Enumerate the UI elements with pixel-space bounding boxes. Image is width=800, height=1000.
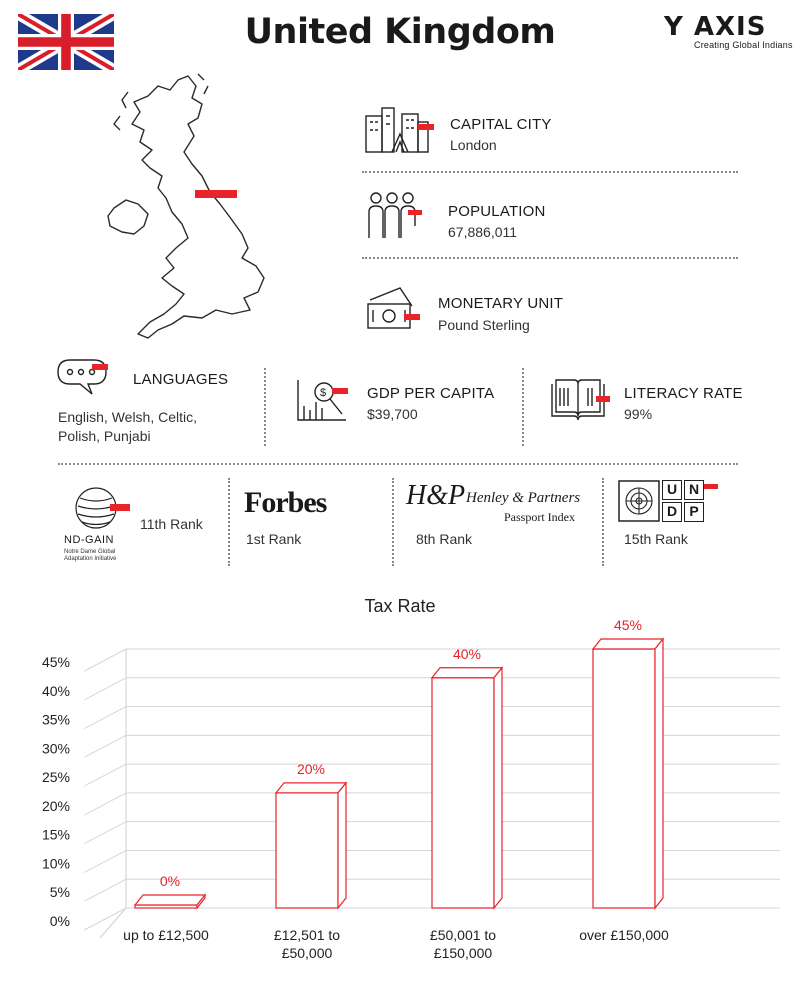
bar-value-label: 20% [296,760,326,777]
brand-name: Y AXIS [664,12,767,42]
gdp-chart-icon [294,376,352,426]
languages-label: LANGUAGES [133,371,229,388]
ranking-ndgain[interactable] [60,480,220,570]
divider [58,463,738,465]
bar-top [593,639,663,649]
y-tick-label: 30% [41,740,70,757]
divider [392,478,394,566]
bar [593,649,655,908]
gdp-value: $39,700 [367,406,418,422]
languages-value-line2: Polish, Punjabi [58,428,151,444]
tax-rate-chart [0,600,800,1000]
uk-map-icon [92,72,272,347]
divider [264,368,266,446]
x-tick-label: £50,000 [281,945,333,961]
y-tick-label: 10% [41,855,70,872]
divider [362,171,738,173]
forbes-logo: Forbes [244,486,327,519]
x-tick-label: over £150,000 [579,927,669,943]
ranking-henley[interactable] [406,480,596,560]
speech-bubble-icon [54,356,110,402]
bar [432,678,494,908]
y-tick-label: 15% [41,826,70,843]
bar-top [135,895,205,905]
money-icon [364,282,422,332]
gridline-perspective [84,822,126,844]
y-tick-label: 25% [41,769,70,786]
page-title: United Kingdom [244,12,556,52]
undp-letter-d: D [662,502,682,522]
undp-letter-p: P [684,502,704,522]
undp-letter-n: N [684,480,704,500]
capital-label: CAPITAL CITY [450,116,552,133]
y-tick-label: 0% [49,913,70,929]
ndgain-logo-icon [70,484,130,532]
y-tick-label: 35% [41,711,70,728]
bar-value-label: 45% [613,617,643,633]
divider [228,478,230,566]
gridline-perspective [84,707,126,729]
gridline-perspective [84,793,126,815]
bar [276,793,338,908]
chart-title: Tax Rate [364,596,436,616]
divider [362,257,738,259]
x-tick-label: £50,001 to [429,927,497,943]
chart-floor-edge [100,908,126,938]
henley-rank: 8th Rank [416,531,473,547]
undp-rank: 15th Rank [624,531,688,547]
ndgain-name: ND-GAIN [64,534,114,546]
y-tick-label: 40% [41,682,70,699]
bar-top [432,668,502,678]
capital-value: London [450,137,497,153]
henley-logo: H&P [406,480,466,511]
henley-sub: Passport Index [504,510,575,524]
ranking-forbes[interactable] [244,480,384,560]
open-book-icon [548,376,610,422]
brand-logo[interactable] [664,12,794,50]
gridline-perspective [84,908,126,930]
y-tick-label: 20% [41,797,70,814]
bar-value-label: 40% [452,645,482,662]
bar-side [655,639,663,908]
gridline-perspective [84,735,126,757]
ranking-undp[interactable] [618,478,738,558]
monetary-label: MONETARY UNIT [438,295,564,312]
undp-letter-u: U [662,480,682,500]
un-emblem-icon [618,480,660,522]
gridline-perspective [84,678,126,700]
x-tick-label: £12,501 to [273,927,341,943]
monetary-value: Pound Sterling [438,317,530,333]
bar-side [494,668,502,908]
ndgain-sub-line2: Adaptation Initiative [64,556,117,562]
population-label: POPULATION [448,203,546,220]
y-tick-label: 45% [41,654,70,670]
bar-top [276,783,346,793]
literacy-value: 99% [624,406,653,422]
people-icon [364,190,422,242]
gridline-perspective [84,879,126,901]
gridline-perspective [84,764,126,786]
divider [522,368,524,446]
gridline-perspective [84,649,126,671]
x-tick-label: up to £12,500 [123,927,209,943]
gridline-perspective [84,850,126,872]
undp-accent [704,484,718,489]
population-value: 67,886,011 [448,224,518,240]
bar-value-label: 0% [159,873,181,889]
languages-value-line1: English, Welsh, Celtic, [58,409,198,425]
svg-text:$: $ [320,387,327,399]
city-buildings-icon [362,104,434,156]
divider [602,478,604,566]
forbes-rank: 1st Rank [246,531,302,547]
y-tick-label: 5% [49,884,70,901]
henley-name: Henley & Partners [466,490,581,506]
bar-side [338,783,346,908]
literacy-label: LITERACY RATE [624,385,743,402]
ndgain-sub-line1: Notre Dame Global [64,549,116,555]
gdp-label: GDP PER CAPITA [367,385,495,402]
brand-tagline: Creating Global Indians [694,40,793,50]
x-tick-label: £150,000 [433,945,493,961]
ndgain-rank: 11th Rank [140,516,203,532]
